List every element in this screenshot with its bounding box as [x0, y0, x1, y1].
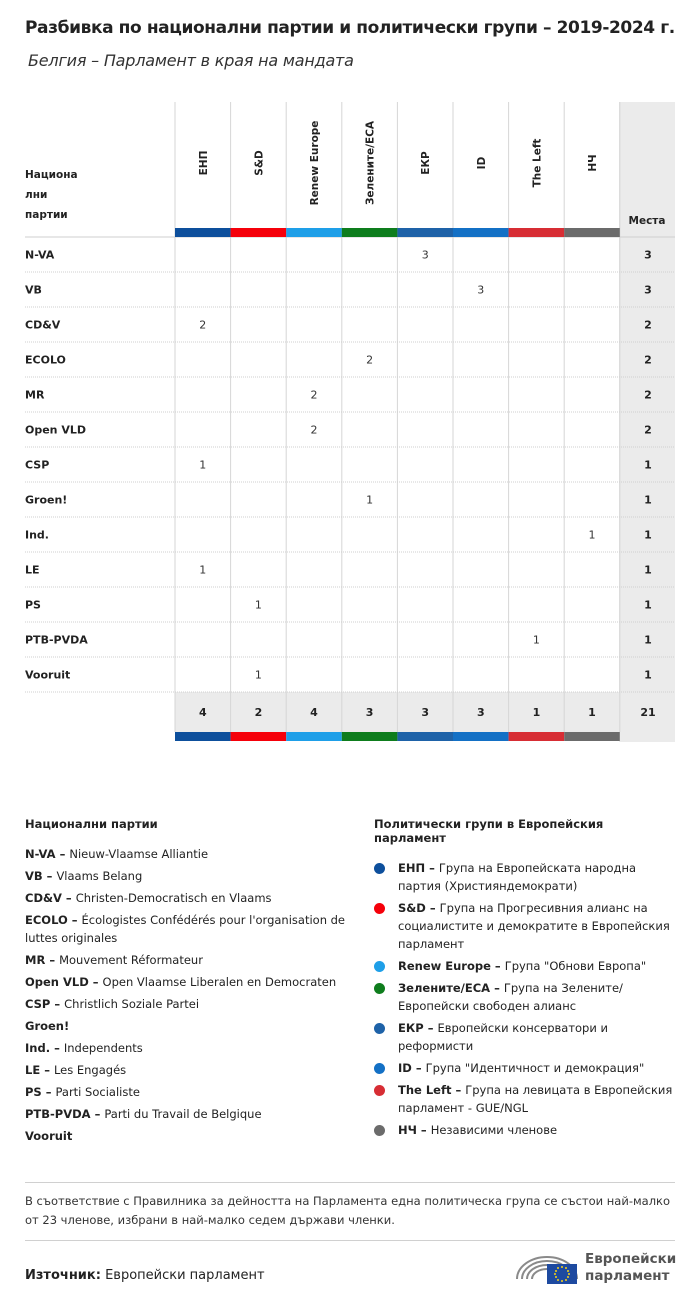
party-seats-total: 2 — [644, 318, 652, 332]
party-legend-item — [25, 1105, 355, 1123]
party-row-label: Vooruit — [25, 668, 71, 682]
party-legend-full: Parti Socialiste — [55, 1085, 140, 1099]
legend-dash: – — [88, 975, 103, 989]
party-legend-item — [25, 1061, 355, 1079]
seat-value: 1 — [588, 528, 596, 542]
seat-value: 1 — [254, 668, 262, 682]
party-seats-total: 3 — [644, 283, 652, 297]
group-legend-item — [374, 899, 674, 953]
party-legend-full: Christlich Soziale Partei — [64, 997, 200, 1011]
party-legend-item — [25, 845, 355, 863]
group-legend-full: Група на левицата в Европейския парламент - GUE/NGL — [398, 1083, 673, 1115]
group-legend-abbr: The Left — [398, 1083, 452, 1097]
row-header-label: партии — [25, 209, 68, 221]
group-total: 1 — [588, 706, 596, 719]
seat-value: 1 — [532, 633, 540, 647]
source-label: Източник: — [25, 1268, 101, 1283]
group-color-dot-icon — [374, 1125, 385, 1136]
party-legend-full: Nieuw-Vlaamse Alliantie — [69, 847, 209, 861]
party-seats-total: 2 — [644, 388, 652, 402]
party-seats-total: 3 — [644, 248, 652, 262]
page-subtitle: Белгия – Парламент в края на мандата — [28, 51, 354, 70]
groups-legend-heading: Политически групи в Европейския парламент — [374, 817, 604, 845]
party-seats-total: 1 — [644, 668, 652, 682]
group-color-dot-icon — [374, 903, 385, 914]
legend-dash: – — [50, 1041, 64, 1055]
legend-dash: – — [425, 861, 439, 875]
party-row-label: ECOLO — [25, 353, 66, 367]
group-color-bar-bottom — [342, 732, 398, 741]
legend-dash: – — [40, 1063, 54, 1077]
party-row-label: PS — [25, 598, 41, 612]
party-legend-full: Vlaams Belang — [56, 869, 143, 883]
party-legend-item — [25, 995, 355, 1013]
party-row-label: MR — [25, 388, 45, 402]
group-total: 3 — [421, 706, 430, 719]
group-legend-abbr: НЧ — [398, 1123, 417, 1137]
legend-dash: – — [42, 869, 57, 883]
party-legend-abbr: ECOLO — [25, 913, 68, 927]
group-total: 3 — [476, 706, 485, 719]
seat-value: 1 — [199, 563, 207, 577]
party-legend-item — [25, 973, 355, 991]
party-legend-item — [25, 1083, 355, 1101]
seat-value: 2 — [199, 318, 207, 332]
legend-dash: – — [411, 1061, 426, 1075]
party-row-label: VB — [25, 283, 42, 297]
group-color-bar-bottom — [453, 732, 509, 741]
grand-total: 21 — [640, 706, 656, 719]
group-legend-abbr: ID — [398, 1061, 412, 1075]
row-header-label: лни — [25, 189, 48, 201]
party-legend-item — [25, 1017, 355, 1035]
group-color-bar — [509, 228, 565, 237]
party-legend-abbr: N-VA — [25, 847, 56, 861]
group-legend-full: Независими членове — [430, 1123, 558, 1137]
group-color-dot-icon — [374, 1063, 385, 1074]
party-legend-full: Christen-Democratisch en Vlaams — [75, 891, 272, 905]
group-color-bar-bottom — [286, 732, 342, 741]
group-legend-item — [374, 1081, 674, 1117]
party-seats-total: 1 — [644, 458, 652, 472]
legend-dash: – — [451, 1083, 466, 1097]
group-total: 1 — [532, 706, 541, 719]
party-legend-item — [25, 889, 355, 907]
party-legend-abbr: MR — [25, 953, 46, 967]
party-legend-abbr: LE — [25, 1063, 41, 1077]
group-color-bar-bottom — [231, 732, 287, 741]
group-legend-full: Група на Зелените/ Европейски свободен алианс — [398, 981, 623, 1013]
party-row-label: Groen! — [25, 493, 68, 507]
group-color-dot-icon — [374, 983, 385, 994]
group-legend-abbr: Renew Europe — [398, 959, 491, 973]
group-color-dot-icon — [374, 863, 385, 874]
party-seats-total: 1 — [644, 563, 652, 577]
party-row-label: LE — [25, 563, 40, 577]
party-seats-total: 2 — [644, 423, 652, 437]
group-color-dot-icon — [374, 1085, 385, 1096]
legend-dash: – — [50, 997, 65, 1011]
party-row-label: CSP — [25, 458, 50, 472]
parties-legend-heading: Национални партии — [25, 817, 158, 831]
group-header-label: Зелените/ЕСА — [364, 120, 377, 206]
group-legend-item — [374, 859, 674, 895]
party-legend-abbr: CSP — [25, 997, 51, 1011]
party-legend-abbr: PS — [25, 1085, 42, 1099]
group-total: 3 — [365, 706, 374, 719]
party-legend-item — [25, 951, 355, 969]
group-legend-item — [374, 957, 674, 975]
group-header-label: ID — [475, 156, 488, 170]
group-color-bar — [231, 228, 287, 237]
party-row-label: PTB-PVDA — [25, 633, 88, 647]
party-legend-abbr: PTB-PVDA — [25, 1107, 91, 1121]
party-legend-abbr: Groen! — [25, 1019, 70, 1033]
group-legend-full: Група на Прогресивния алианс на социалистите и демократите в Европейския парламент — [398, 901, 670, 951]
group-color-bar — [175, 228, 231, 237]
group-color-bar — [286, 228, 342, 237]
group-color-bar-bottom — [509, 732, 565, 741]
group-total: 4 — [198, 706, 207, 719]
legend-dash: – — [490, 959, 505, 973]
party-legend-full: Independents — [63, 1041, 143, 1055]
seat-value: 3 — [421, 248, 429, 262]
party-seats-total: 1 — [644, 493, 652, 507]
party-legend-abbr: Vooruit — [25, 1129, 73, 1143]
group-legend-full: Група "Обнови Европа" — [504, 959, 647, 973]
party-legend-item — [25, 1127, 355, 1145]
party-row-label: Open VLD — [25, 423, 86, 437]
party-row-label: CD&V — [25, 318, 61, 332]
group-legend-full: Група "Идентичност и демокрация" — [425, 1061, 645, 1075]
party-row-label: Ind. — [25, 528, 49, 542]
party-legend-item — [25, 867, 355, 885]
group-legend-full: Група на Европейската народна партия (Християндемократи) — [398, 861, 637, 893]
rules-note: В съответствие с Правилника за дейността на Парламента една политическа група се състои най-малко от 23 членове, избрани в най-малко седем държави членки. — [25, 1182, 675, 1241]
party-legend-full: Open Vlaamse Liberalen en Democraten — [102, 975, 337, 989]
group-color-dot-icon — [374, 961, 385, 972]
seat-value: 2 — [366, 353, 374, 367]
group-legend-item — [374, 1059, 674, 1077]
group-legend-abbr: Зелените/ЕСА — [398, 981, 491, 995]
legend-dash: – — [425, 901, 440, 915]
seats-header-label: Места — [628, 215, 666, 227]
group-legend-abbr: ЕКР — [398, 1021, 424, 1035]
party-legend-item — [25, 1039, 355, 1057]
group-header-label: ЕНП — [197, 150, 210, 176]
logo-line-1: Европейски — [585, 1251, 677, 1267]
logo-line-2: парламент — [585, 1268, 670, 1284]
groups-legend — [374, 817, 674, 1143]
group-legend-item — [374, 1121, 674, 1139]
party-legend-full: Écologistes Confédérés pour l'organisation de luttes originales — [25, 913, 346, 945]
group-total: 2 — [254, 706, 263, 719]
party-legend-item — [25, 911, 355, 947]
source-value: Европейски парламент — [105, 1268, 265, 1283]
group-color-bar-bottom — [564, 732, 620, 741]
group-color-bar — [453, 228, 509, 237]
group-color-bar — [564, 228, 620, 237]
seats-table — [0, 95, 700, 755]
party-legend-abbr: Open VLD — [25, 975, 89, 989]
group-header-label: S&D — [253, 150, 266, 176]
legend-dash: – — [423, 1021, 438, 1035]
seat-value: 3 — [477, 283, 485, 297]
seat-value: 1 — [199, 458, 207, 472]
group-color-bar — [397, 228, 453, 237]
group-legend-item — [374, 1019, 674, 1055]
seat-value: 1 — [366, 493, 374, 507]
party-seats-total: 1 — [644, 633, 652, 647]
group-header-label: Renew Europe — [309, 120, 321, 206]
party-legend-full: Les Engagés — [53, 1063, 127, 1077]
page-title: Разбивка по национални партии и политически групи – 2019-2024 г. — [25, 18, 675, 38]
group-color-dot-icon — [374, 1023, 385, 1034]
logo-text — [585, 1251, 676, 1285]
party-legend-abbr: Ind. — [25, 1041, 51, 1055]
group-color-bar — [342, 228, 398, 237]
group-legend-abbr: ЕНП — [398, 861, 426, 875]
party-legend-abbr: CD&V — [25, 891, 62, 905]
group-header-label: НЧ — [587, 154, 599, 172]
party-row-label: N-VA — [25, 248, 55, 262]
legend-dash: – — [45, 953, 60, 967]
group-total: 4 — [310, 706, 318, 719]
group-legend-abbr: S&D — [398, 901, 426, 915]
group-header-label: The Left — [531, 138, 544, 188]
group-legend-full: Европейски консерватори и реформисти — [398, 1021, 608, 1053]
party-seats-total: 1 — [644, 528, 652, 542]
group-legend-item — [374, 979, 674, 1015]
party-legend-full: Mouvement Réformateur — [59, 953, 203, 967]
legend-dash: – — [55, 847, 70, 861]
party-legend-full: Parti du Travail de Belgique — [104, 1107, 262, 1121]
party-legend-abbr: VB — [25, 869, 43, 883]
group-header-label: ЕКР — [420, 151, 433, 175]
legend-dash: – — [90, 1107, 105, 1121]
group-color-bar-bottom — [175, 732, 231, 741]
row-header-label: Национа — [25, 169, 78, 181]
legend-dash: – — [490, 981, 504, 995]
legend-dash: – — [61, 891, 76, 905]
legend-dash: – — [41, 1085, 56, 1099]
seat-value: 2 — [310, 423, 318, 437]
parties-legend — [25, 817, 355, 1149]
seat-value: 1 — [254, 598, 262, 612]
parliament-emblem-icon — [513, 1246, 583, 1286]
group-color-bar-bottom — [397, 732, 453, 741]
party-seats-total: 1 — [644, 598, 652, 612]
party-seats-total: 2 — [644, 353, 652, 367]
legend-dash: – — [67, 913, 82, 927]
seat-value: 2 — [310, 388, 318, 402]
legend-dash: – — [416, 1123, 431, 1137]
source-line — [25, 1268, 265, 1283]
